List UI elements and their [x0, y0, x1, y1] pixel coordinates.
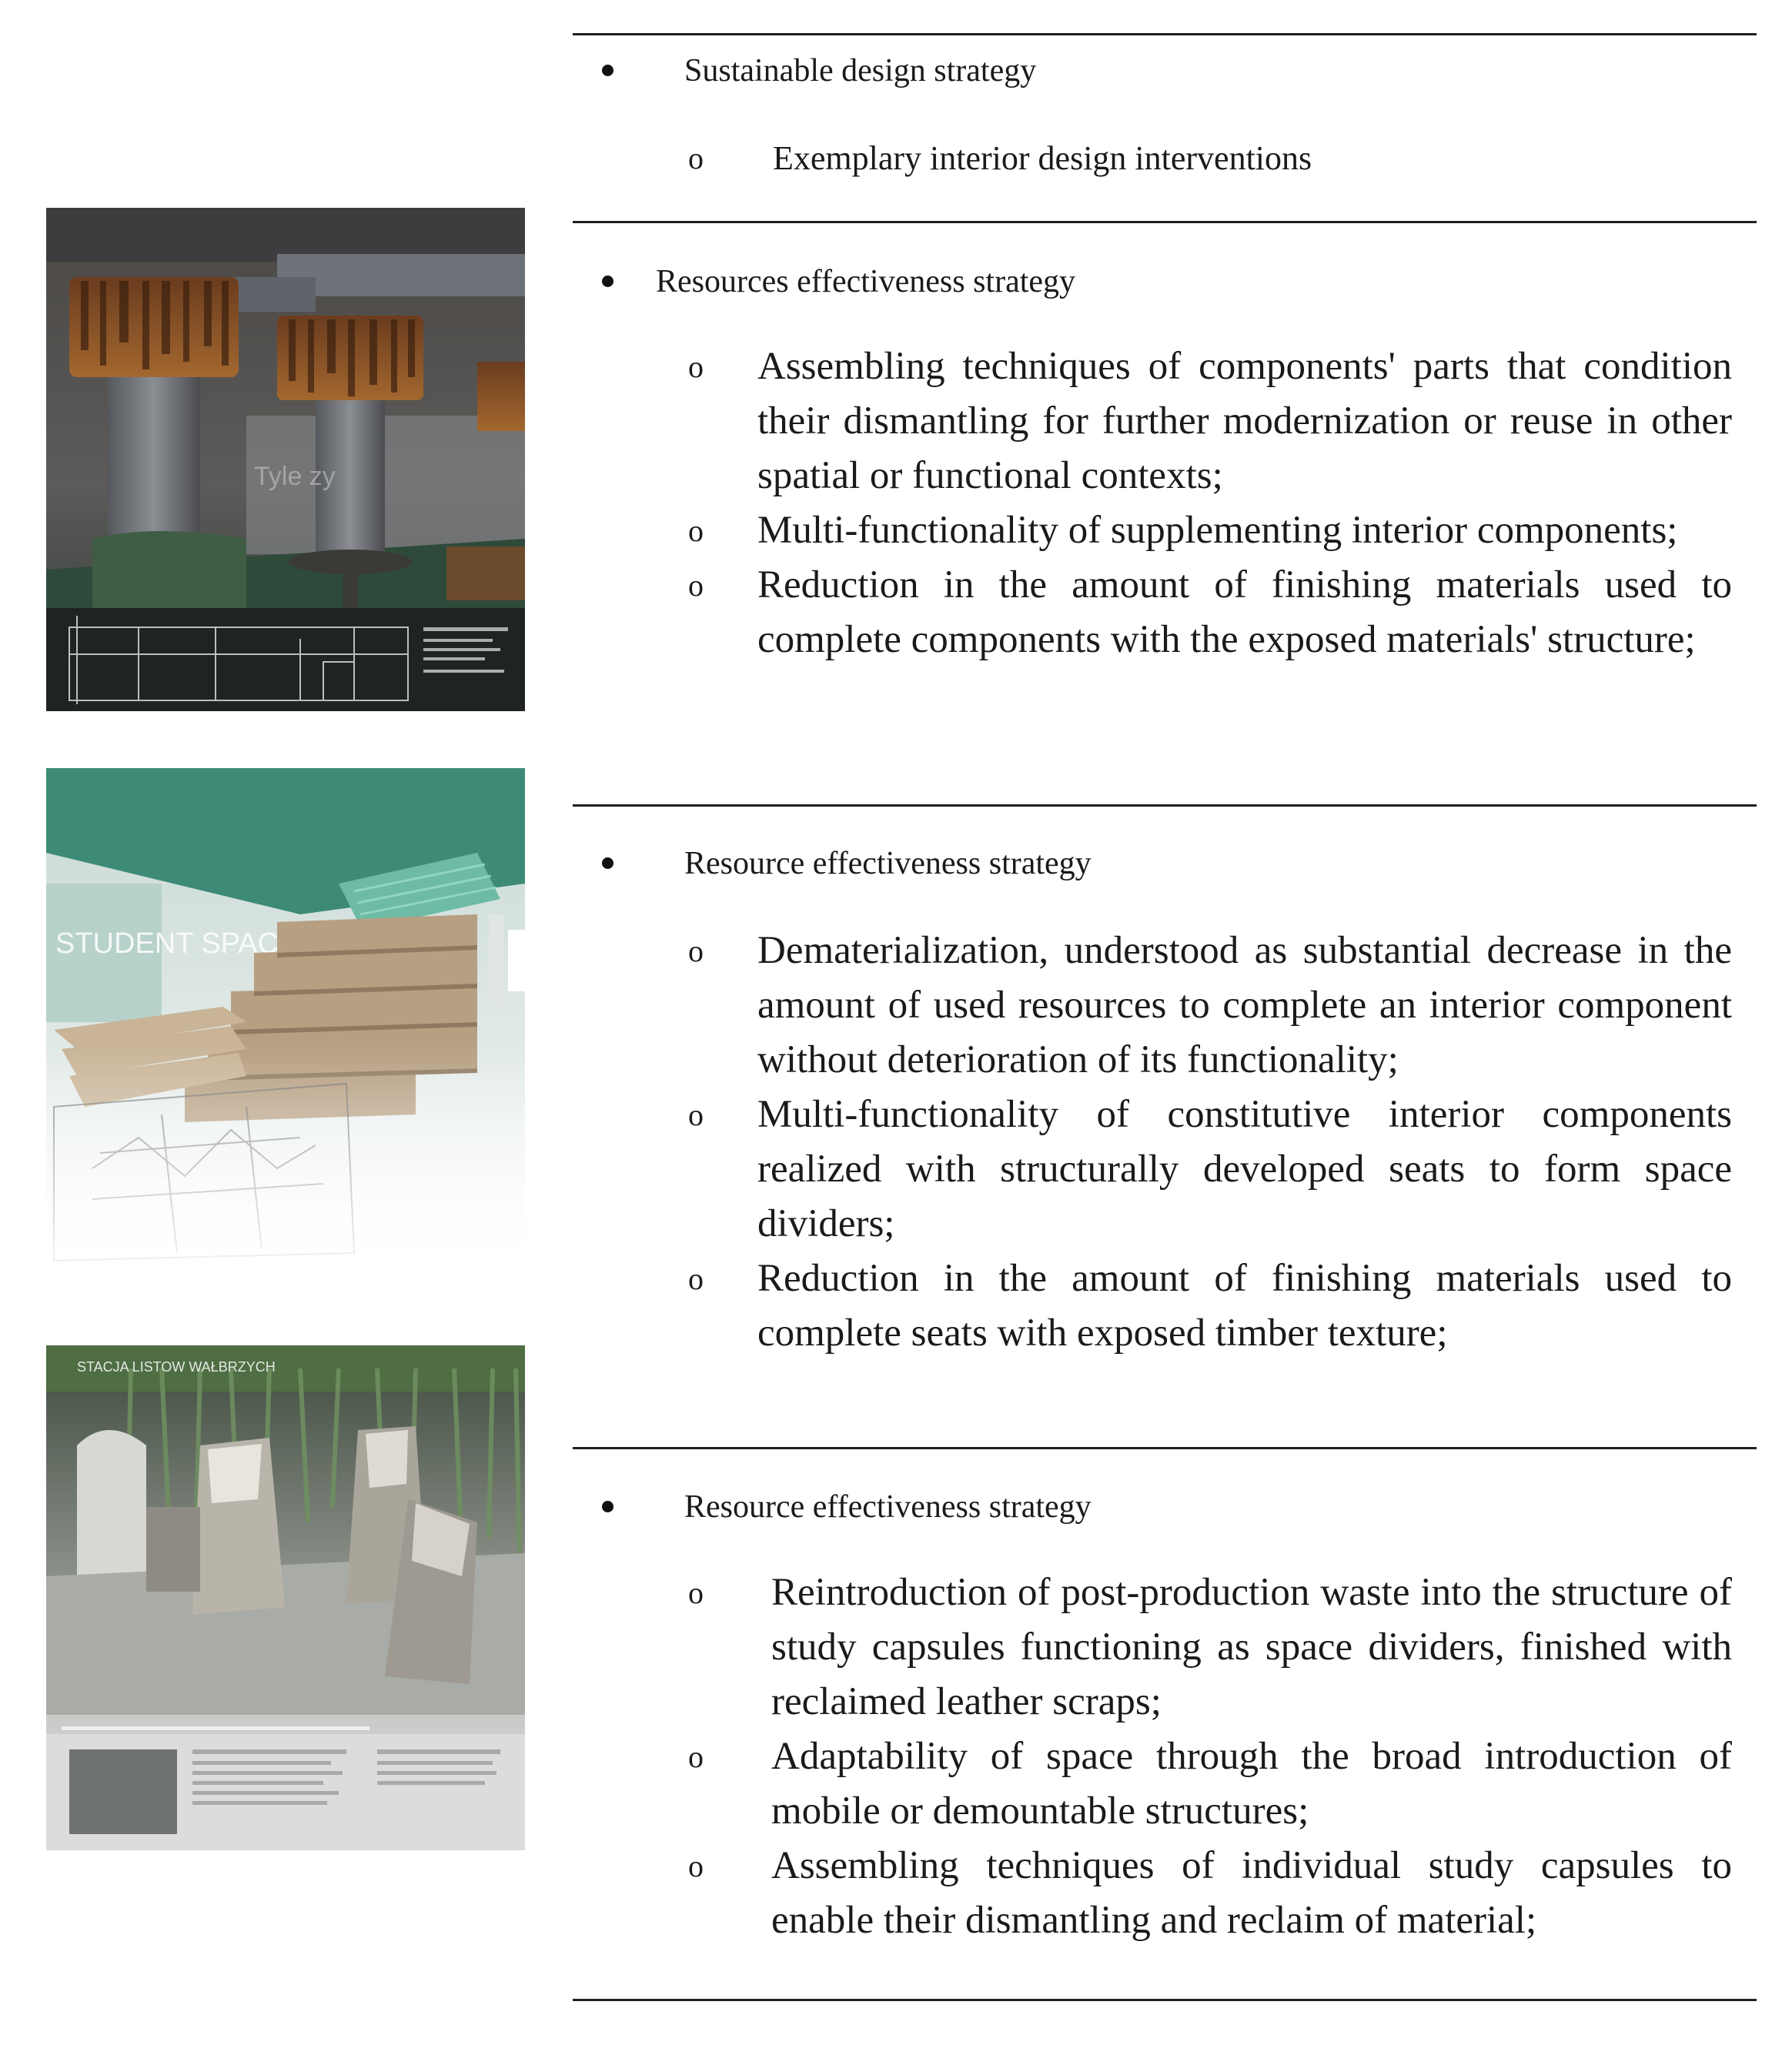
list-item	[688, 1839, 1732, 1948]
wall-lettering: Tyle zy	[254, 462, 336, 491]
list-item	[688, 1088, 1732, 1251]
interior-render-2-graphic	[46, 768, 525, 1268]
row-heading	[684, 1487, 1092, 1527]
row-heading-text: Resource effectiveness strategy	[684, 846, 1092, 881]
list-item-text: Multi-functionality of supplementing interior components;	[757, 509, 1678, 552]
circle-bullet-icon: o	[688, 141, 704, 175]
bullet-dot-icon	[602, 65, 613, 76]
bullet-dot-icon	[602, 1501, 613, 1512]
list-item	[688, 1251, 1732, 1361]
row-heading-text: Resource effectiveness strategy	[684, 1489, 1092, 1525]
row-heading	[656, 262, 1075, 302]
list-item	[688, 339, 1732, 503]
table-rule-2	[573, 804, 1757, 807]
table-rule-bottom	[573, 1999, 1757, 2001]
row-items	[573, 135, 1757, 182]
interior-render-1	[46, 208, 525, 711]
list-item	[688, 503, 1732, 558]
row-heading-text: Sustainable design strategy	[684, 53, 1037, 89]
list-item	[688, 924, 1732, 1088]
list-item	[688, 558, 1732, 667]
circle-bullet-icon: o	[688, 568, 704, 603]
table-rule-3	[573, 1447, 1757, 1449]
list-item-text: Reintroduction of post-production waste into the structure of study capsules functioning as space dividers, finished with reclaimed leather scraps;	[771, 1571, 1732, 1723]
list-item-text: Dematerialization, understood as substantial decrease in the amount of used resources to complete an interior component without deterioration of its functionality;	[757, 929, 1732, 1081]
circle-bullet-icon: o	[688, 1576, 704, 1610]
list-item-text: Multi-functionality of constitutive interior components realized with structurally developed seats to form space dividers;	[757, 1093, 1732, 1245]
interior-render-3-graphic	[46, 1345, 525, 1850]
list-item	[688, 1729, 1732, 1839]
table-rule-top	[573, 33, 1757, 35]
list-item	[688, 1565, 1732, 1729]
row-items	[573, 1565, 1757, 1948]
interior-render-1-graphic	[46, 208, 525, 711]
row-heading	[684, 844, 1092, 884]
bullet-dot-icon	[602, 857, 613, 869]
list-item-text: Reduction in the amount of finishing materials used to complete components with the exposed materials' structure;	[757, 563, 1732, 661]
render-title: STACJA LISTOW WAŁBRZYCH	[77, 1359, 276, 1375]
circle-bullet-icon: o	[688, 1739, 704, 1774]
circle-bullet-icon: o	[688, 1098, 704, 1132]
circle-bullet-icon: o	[688, 1849, 704, 1883]
row-heading	[684, 51, 1036, 91]
bullet-dot-icon	[602, 276, 613, 287]
list-item-text: Reduction in the amount of finishing materials used to complete seats with exposed timber texture;	[757, 1257, 1732, 1355]
list-item	[688, 135, 1757, 182]
circle-bullet-icon: o	[688, 934, 704, 968]
circle-bullet-icon: o	[688, 513, 704, 548]
row-items	[573, 339, 1757, 667]
list-item-text: Adaptability of space through the broad introduction of mobile or demountable structures;	[771, 1735, 1732, 1833]
interior-render-3	[46, 1345, 525, 1850]
list-item-text: Assembling techniques of components' parts that condition their dismantling for further modernization or reuse in other spatial or functional contexts;	[757, 345, 1732, 497]
circle-bullet-icon: o	[688, 349, 704, 384]
list-item-text: Assembling techniques of individual study capsules to enable their dismantling and reclaim of material;	[771, 1844, 1732, 1942]
row-items	[573, 924, 1757, 1361]
interior-render-2	[46, 768, 525, 1268]
circle-bullet-icon: o	[688, 1261, 704, 1296]
list-item-text: Exemplary interior design interventions	[773, 139, 1312, 177]
row-heading-text: Resources effectiveness strategy	[656, 264, 1076, 299]
table-rule-1	[573, 221, 1757, 223]
